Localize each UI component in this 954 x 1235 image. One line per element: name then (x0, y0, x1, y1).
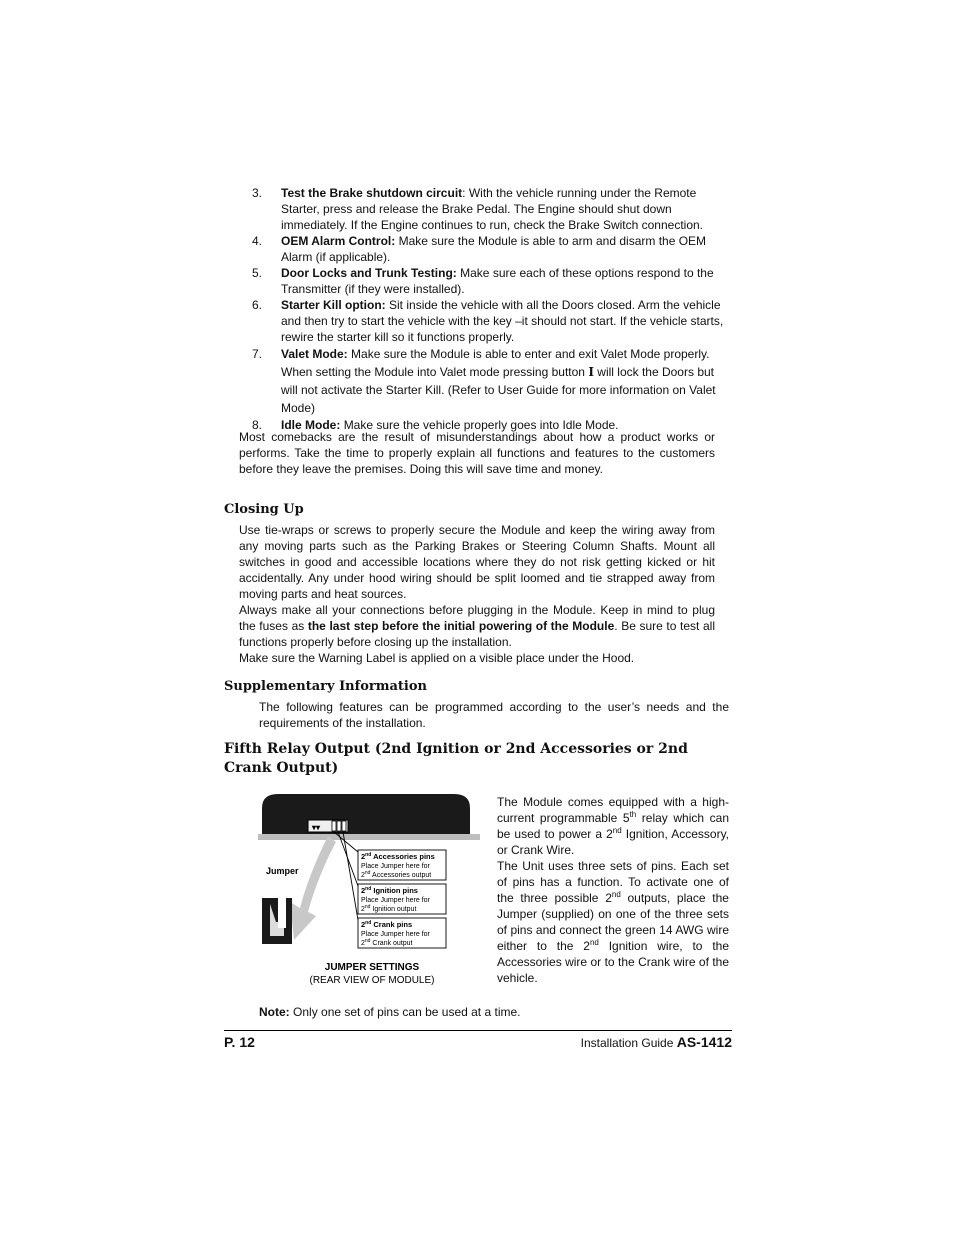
svg-text:▾▾: ▾▾ (312, 823, 321, 832)
footer-guide: Installation Guide AS-1412 (580, 1034, 732, 1050)
test-steps-list (252, 185, 726, 433)
note: Note: Only one set of pins can be used at a time. (259, 1005, 521, 1019)
svg-text:2nd Crank pins: 2nd Crank pins (361, 920, 413, 929)
crank-pins-box (358, 918, 446, 948)
step-8: 8. Idle Mode: Make sure the vehicle properly goes into Idle Mode. (252, 418, 619, 432)
svg-text:2nd Accessories pins: 2nd Accessories pins (361, 852, 435, 861)
svg-text:2nd Accessories output: 2nd Accessories output (361, 870, 432, 879)
svg-text:2nd Ignition output: 2nd Ignition output (361, 904, 417, 913)
module-body (262, 794, 470, 838)
svg-text:2nd Crank output: 2nd Crank output (361, 938, 413, 947)
grey-arrow (290, 836, 336, 940)
closing-up-section (239, 522, 715, 666)
fifth-relay-heading: Fifth Relay Output (2nd Ignition or 2nd Accessories or 2nd Crank Output) (224, 741, 688, 776)
step-4: 4. OEM Alarm Control: Make sure the Module is able to arm and disarm the OEM Alarm (if applicable). (252, 234, 707, 264)
step-6: 6. Starter Kill option: Sit inside the vehicle with all the Doors closed. Arm the vehicle and then try to start the vehicle with the key –it should not start. If the vehicle starts, rewire the starter kill so it functions properly. (252, 298, 724, 344)
jumper-icon (262, 898, 292, 944)
footer-rule (224, 1030, 732, 1031)
jumper-settings-diagram (258, 790, 480, 992)
closing-paragraph-2: Always make all your connections before plugging in the Module. Keep in mind to plug the fuses as the last step before the initial powering of the Module. Be sure to test all functions properly before closing up the installation. (239, 603, 715, 649)
comebacks-paragraph: Most comebacks are the result of misunderstandings about how a product works or performs. Take the time to properly explain all functions and features to the customers before they leave the premises. Doing this will save time and money. (239, 430, 715, 476)
fifth-relay-text (497, 794, 729, 986)
fifth-relay-paragraph-2: The Unit uses three sets of pins. Each set of pins has a function. To activate one of the three possible 2nd outputs, place the Jumper (supplied) on one of the three sets of pins and connect the green 14 AWG wire either to the 2nd Ignition wire, to the Accessories wire or to the Crank wire of the vehicle. (497, 859, 729, 985)
svg-text:2nd Ignition pins: 2nd Ignition pins (361, 886, 418, 895)
step-3: 3. Test the Brake shutdown circuit: With the vehicle running under the Remote Starter, press and release the Brake Pedal. The Engine should shut down immediately. If the Engine continues to run, check the Brake Switch connection. (252, 186, 704, 232)
ignition-pins-box (358, 884, 446, 914)
closing-paragraph-1: Use tie-wraps or screws to properly secure the Module and keep the wiring away from any moving parts such as the Parking Brakes or Steering Column Shafts. Mount all switches in good and accessible locations where they do not risk getting kicked or hit accidentally. Any under hood wiring should be split loomed and tie strapped away from moving parts and heat sources. (239, 523, 715, 601)
svg-text:Place Jumper here for: Place Jumper here for (361, 897, 430, 904)
fifth-relay-paragraph-1: The Module comes equipped with a high-current programmable 5th relay which can be used to power a 2nd Ignition, Accessory, or Crank Wire. (497, 795, 730, 857)
jumper-label: Jumper (266, 866, 299, 876)
closing-paragraph-3: Make sure the Warning Label is applied on a visible place under the Hood. (239, 651, 635, 665)
page-number: P. 12 (224, 1034, 255, 1050)
svg-text:Place Jumper here for: Place Jumper here for (361, 931, 430, 938)
step-7: 7. Valet Mode: Make sure the Module is able to enter and exit Valet Mode properly. When setting the Module into Valet mode pressing button I will lock the Doors but will not activate the Starter Kill. (Refer to User Guide for more information on Valet Mode) (252, 347, 716, 415)
svg-text:Place Jumper here for: Place Jumper here for (361, 863, 430, 870)
supplementary-text: The following features can be programmed according to the user’s needs and the requirements of the installation. (259, 700, 729, 730)
supplementary-heading: Supplementary Information (224, 679, 427, 694)
diagram-caption-1: JUMPER SETTINGS (324, 962, 420, 973)
accessories-pins-box (358, 850, 446, 880)
valet-button-glyph: I (588, 365, 594, 379)
closing-up-heading: Closing Up (224, 502, 304, 517)
step-5: 5. Door Locks and Trunk Testing: Make sure each of these options respond to the Transmitter (if they were installed). (252, 266, 714, 296)
diagram-caption-2: (REAR VIEW OF MODULE) (309, 975, 435, 986)
